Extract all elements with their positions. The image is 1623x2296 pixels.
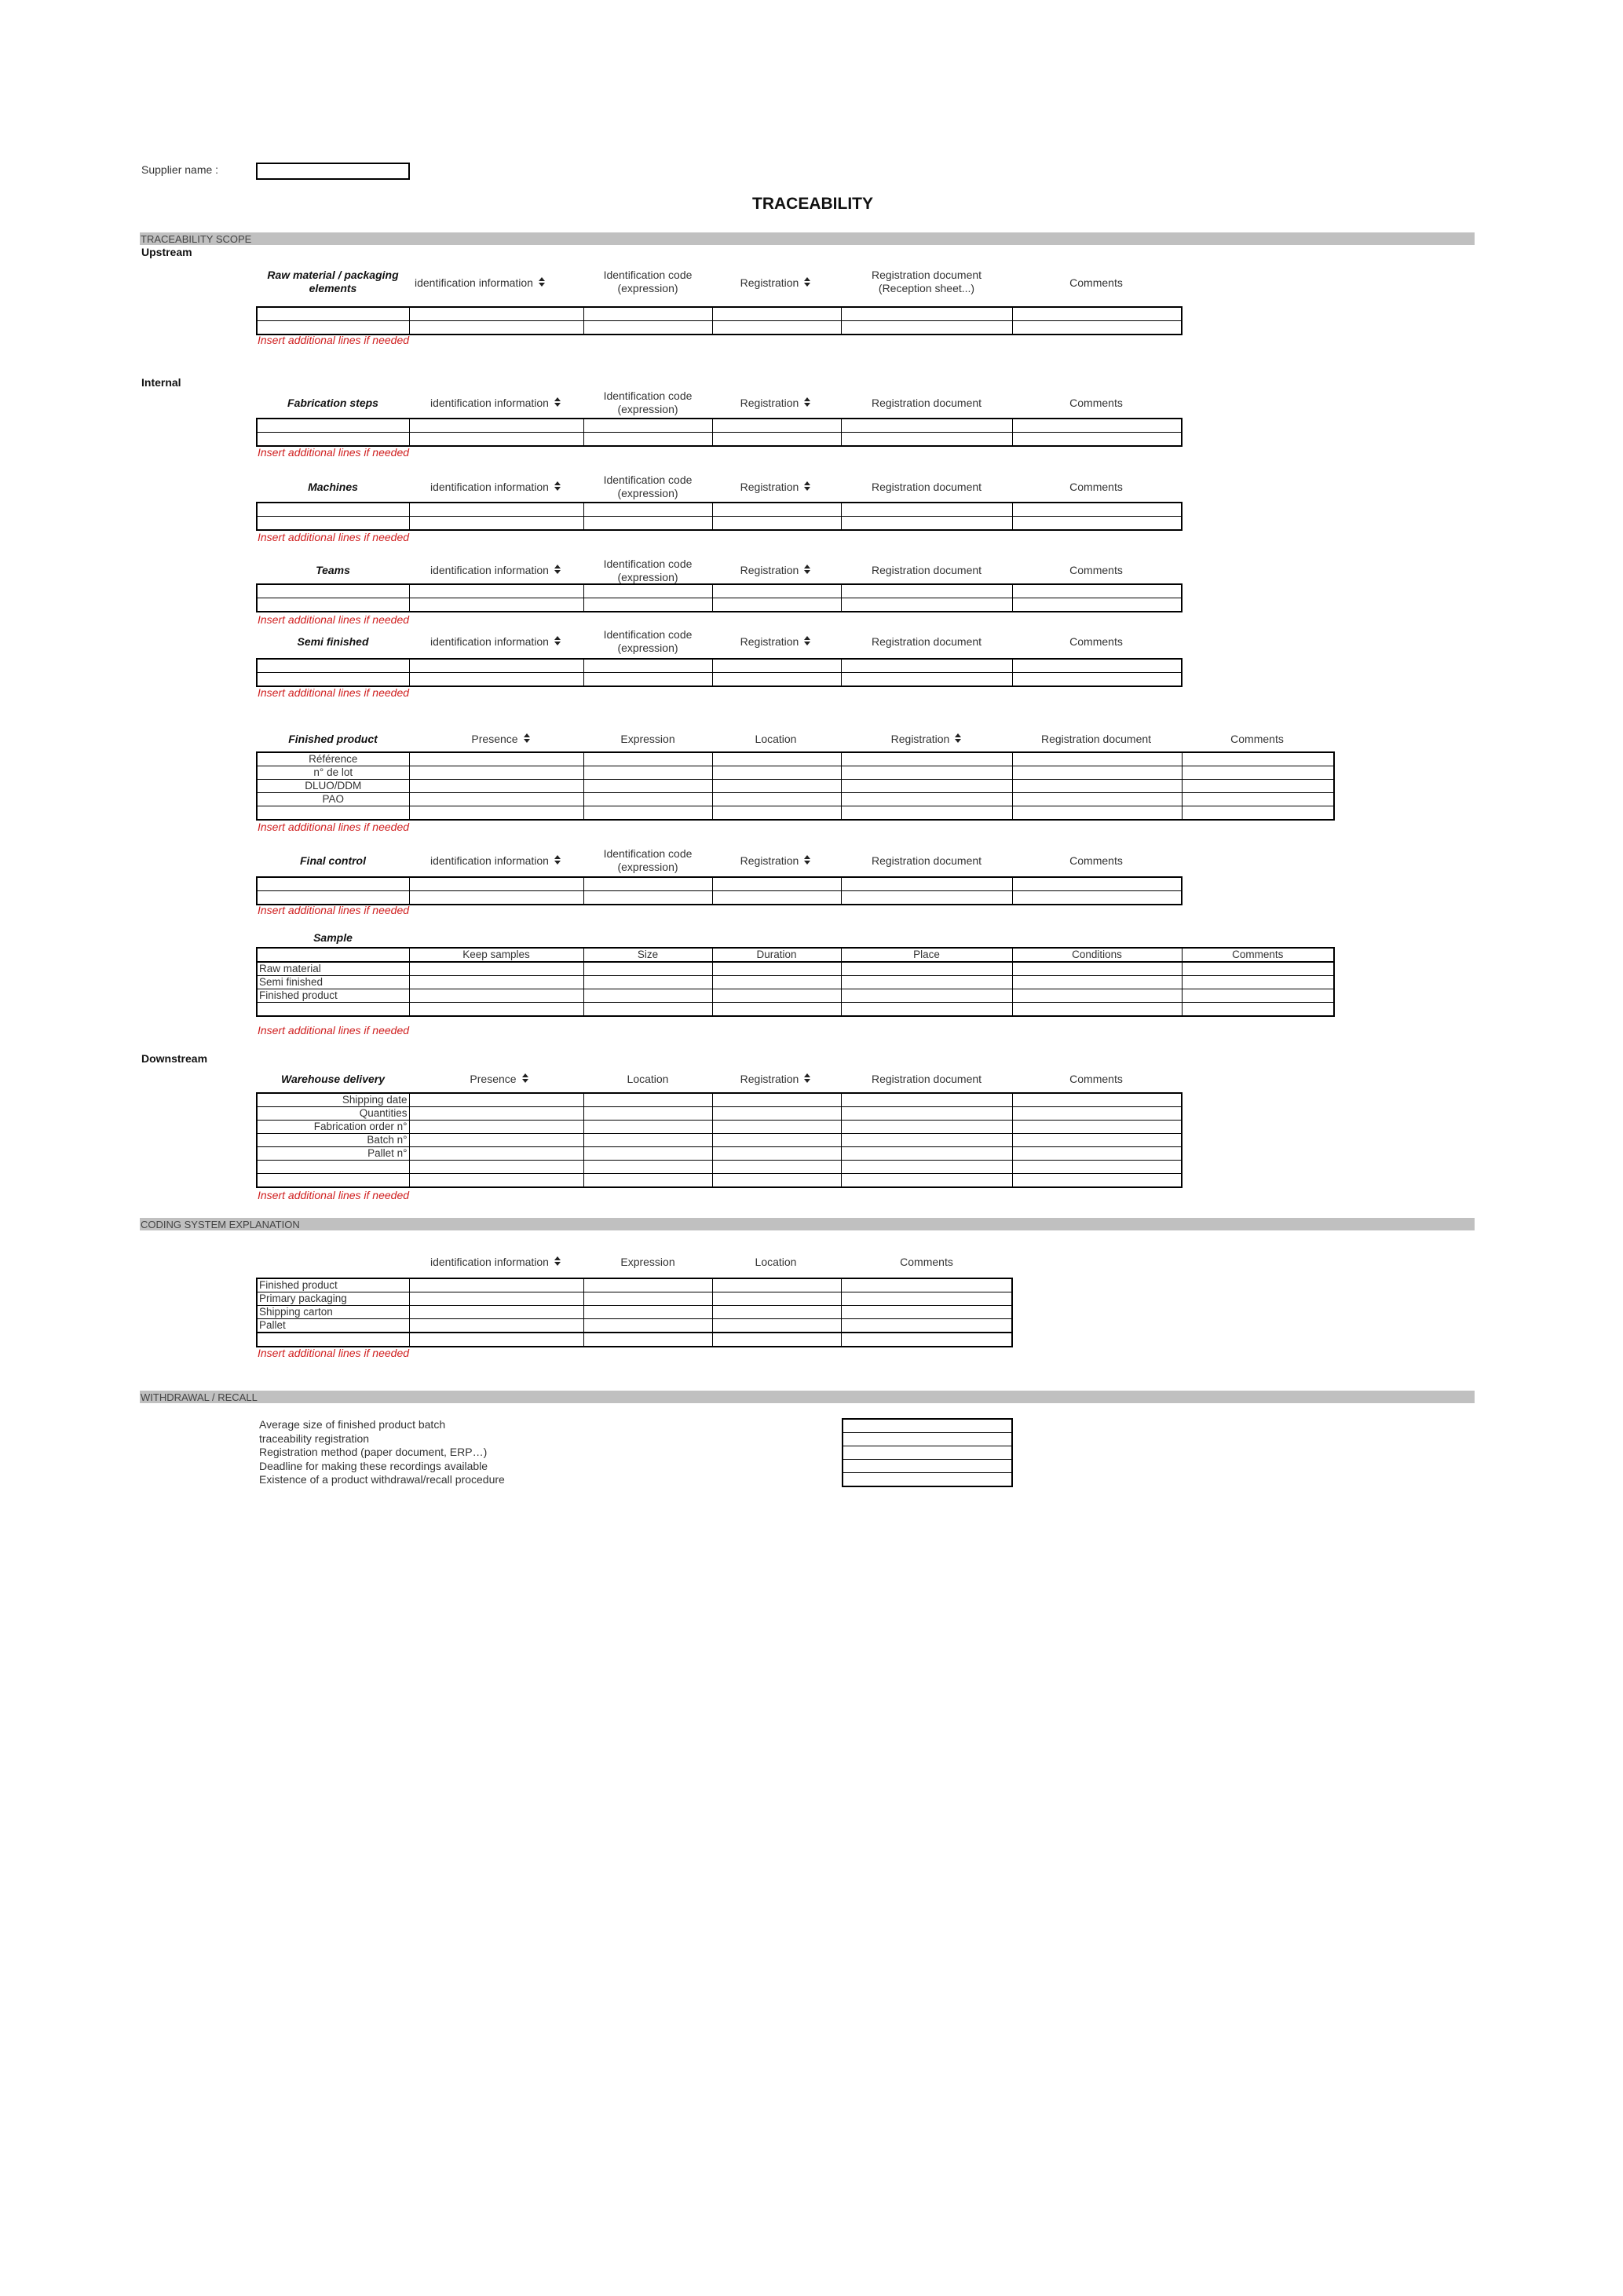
table-row [257, 1147, 1182, 1161]
col-comments: Comments [1069, 564, 1123, 576]
question-label: Existence of a product withdrawal/recall procedure [259, 1473, 505, 1486]
col-ident-info: identification information [430, 481, 561, 495]
table-header-row [257, 948, 1334, 962]
col-ident-code: Identification code (expression) [603, 389, 693, 415]
col-reg-document: Registration document [871, 481, 982, 493]
row-label: Shipping carton [257, 1306, 409, 1319]
row-label: Pallet [257, 1319, 409, 1333]
col-comments: Comments [1069, 397, 1123, 409]
insert-note: Insert additional lines if needed [258, 334, 410, 346]
col-reg-document: Registration document [871, 854, 982, 867]
table-row [843, 1433, 1012, 1446]
traceability-scope-bar [140, 232, 1475, 245]
table-row [257, 891, 1182, 905]
answer-field[interactable] [843, 1460, 1012, 1473]
coding-system-heading: CODING SYSTEM EXPLANATION [141, 1219, 300, 1230]
col-size: Size [583, 948, 712, 962]
sort-updown-icon[interactable] [954, 733, 962, 747]
table-row [843, 1460, 1012, 1473]
table-row [257, 433, 1182, 447]
question-label: Registration method (paper document, ERP…) [259, 1446, 488, 1458]
col-reg-document: Registration document [871, 564, 982, 576]
col-ident-code: Identification code (expression) [603, 473, 693, 499]
insert-note: Insert additional lines if needed [258, 446, 410, 459]
insert-note: Insert additional lines if needed [258, 1347, 410, 1359]
insert-note: Insert additional lines if needed [258, 686, 410, 699]
col-ident-info: identification information [430, 397, 561, 411]
col-registration: Registration [711, 276, 840, 291]
table-row [257, 1319, 1012, 1333]
withdrawal-recall-heading: WITHDRAWAL / RECALL [141, 1391, 258, 1403]
col-comments: Comments [1069, 854, 1123, 867]
col-comments: Comments [1182, 948, 1334, 962]
col-ident-code: Identification code (expression) [603, 628, 693, 654]
table-row [257, 1093, 1182, 1107]
sort-updown-icon[interactable] [803, 481, 811, 495]
sort-updown-icon[interactable] [521, 1073, 529, 1087]
sort-updown-icon[interactable] [803, 276, 811, 291]
table-row [257, 1003, 1334, 1017]
sort-updown-icon[interactable] [554, 564, 561, 578]
coding-system-table [256, 1278, 1013, 1347]
col-registration: Registration [711, 854, 840, 868]
answer-field[interactable] [843, 1446, 1012, 1460]
sort-updown-icon[interactable] [803, 1073, 811, 1087]
answer-field[interactable] [843, 1433, 1012, 1446]
final-control-heading: Final control [300, 854, 366, 867]
insert-note: Insert additional lines if needed [258, 1189, 410, 1201]
internal-heading: Internal [141, 376, 181, 389]
table-row [257, 806, 1334, 821]
col-ident-info: identification information [430, 854, 561, 868]
col-keep-samples: Keep samples [409, 948, 583, 962]
table-row [257, 1121, 1182, 1134]
sort-updown-icon[interactable] [554, 854, 561, 868]
sample-table [256, 947, 1335, 1017]
col-presence: Presence [416, 733, 586, 747]
table-row [257, 598, 1182, 612]
col-location: Location [755, 1256, 797, 1268]
table-row [843, 1419, 1012, 1433]
question-label: Deadline for making these recordings available [259, 1459, 488, 1472]
raw-material-heading: Raw material / packaging elements [267, 269, 399, 294]
table-row [257, 766, 1334, 780]
col-ident-info: identification information [430, 1256, 561, 1270]
table-row [257, 584, 1182, 598]
upstream-heading: Upstream [141, 246, 192, 258]
col-conditions: Conditions [1012, 948, 1182, 962]
supplier-name-field[interactable] [256, 163, 410, 180]
row-label: Finished product [257, 1278, 409, 1292]
col-comments: Comments [900, 1256, 953, 1268]
sort-updown-icon[interactable] [803, 635, 811, 649]
col-registration: Registration [711, 564, 840, 578]
row-label: Primary packaging [257, 1292, 409, 1306]
answer-field[interactable] [843, 1419, 1012, 1433]
table-row [257, 517, 1182, 531]
supplier-name-label: Supplier name : [141, 163, 219, 176]
row-label: Pallet n° [257, 1147, 409, 1161]
col-registration: Registration [711, 1073, 840, 1087]
col-registration: Registration [711, 397, 840, 411]
sort-updown-icon[interactable] [554, 635, 561, 649]
row-label: Raw material [257, 962, 409, 976]
col-ident-info: identification information [430, 635, 561, 649]
col-ident-info: identification information [430, 564, 561, 578]
warehouse-delivery-heading: Warehouse delivery [280, 1073, 386, 1085]
col-reg-document: Registration document [871, 397, 982, 409]
table-row [257, 1161, 1182, 1174]
table-row [257, 989, 1334, 1003]
withdrawal-questions [259, 1418, 505, 1487]
row-label: n° de lot [257, 766, 409, 780]
col-comments: Comments [1069, 635, 1123, 648]
insert-note: Insert additional lines if needed [258, 531, 410, 543]
table-row [257, 752, 1334, 766]
semi-finished-table [256, 658, 1183, 687]
machines-table [256, 502, 1183, 531]
finished-product-heading: Finished product [288, 733, 378, 745]
col-comments: Comments [1230, 733, 1284, 745]
final-control-table [256, 876, 1183, 905]
table-row [257, 877, 1182, 891]
col-ident-code: Identification code (expression) [603, 558, 693, 583]
page-title: TRACEABILITY [752, 195, 873, 213]
withdrawal-answers-table [842, 1418, 1013, 1487]
question-label: Average size of finished product batch [259, 1418, 446, 1431]
col-comments: Comments [1069, 276, 1123, 289]
sort-updown-icon[interactable] [538, 276, 546, 291]
table-row [843, 1446, 1012, 1460]
sample-heading: Sample [313, 931, 353, 944]
sort-updown-icon[interactable] [803, 564, 811, 578]
col-ident-code: Identification code (expression) [603, 847, 693, 873]
coding-system-bar [140, 1218, 1475, 1230]
sort-updown-icon[interactable] [554, 1256, 561, 1270]
semi-finished-heading: Semi finished [297, 635, 369, 648]
warehouse-delivery-table [256, 1092, 1183, 1188]
sort-updown-icon[interactable] [803, 397, 811, 411]
insert-note: Insert additional lines if needed [258, 904, 410, 916]
col-location: Location [627, 1073, 669, 1085]
teams-heading: Teams [316, 564, 350, 576]
table-row [257, 321, 1182, 335]
table-row [257, 1278, 1012, 1292]
table-row [257, 962, 1334, 976]
table-row [257, 1333, 1012, 1347]
table-row [257, 503, 1182, 517]
row-label: Shipping date [257, 1093, 409, 1107]
withdrawal-recall-bar [140, 1391, 1475, 1403]
row-label: Batch n° [257, 1134, 409, 1147]
raw-material-table [256, 306, 1183, 335]
question-label: traceability registration [259, 1431, 370, 1445]
table-row [257, 780, 1334, 793]
col-registration: Registration [711, 635, 840, 649]
downstream-heading: Downstream [141, 1052, 208, 1065]
teams-table [256, 583, 1183, 612]
col-registration: Registration [842, 733, 1011, 747]
table-row [257, 1174, 1182, 1188]
col-expression: Expression [620, 1256, 675, 1268]
fabrication-steps-table [256, 418, 1183, 447]
table-row [257, 307, 1182, 321]
row-label: Quantities [257, 1107, 409, 1121]
col-reg-document: Registration document [1040, 733, 1152, 745]
machines-heading: Machines [308, 481, 358, 493]
row-label: Finished product [257, 989, 409, 1003]
row-label: Référence [257, 752, 409, 766]
finished-product-table [256, 751, 1335, 821]
col-registration: Registration [711, 481, 840, 495]
insert-note: Insert additional lines if needed [258, 613, 410, 626]
col-comments: Comments [1069, 1073, 1123, 1085]
row-label: DLUO/DDM [257, 780, 409, 793]
insert-note: Insert additional lines if needed [258, 821, 410, 833]
table-row [257, 1134, 1182, 1147]
table-row [843, 1473, 1012, 1487]
col-ident-info: identification information [415, 276, 546, 291]
col-location: Location [755, 733, 797, 745]
table-row [257, 793, 1334, 806]
col-reg-document: Registration document (Reception sheet...) [871, 269, 982, 294]
col-ident-code: Identification code (expression) [603, 269, 693, 294]
sort-updown-icon[interactable] [523, 733, 531, 747]
insert-note: Insert additional lines if needed [258, 1024, 410, 1036]
col-reg-document: Registration document [871, 1073, 982, 1085]
sort-updown-icon[interactable] [554, 481, 561, 495]
fabrication-steps-heading: Fabrication steps [287, 397, 378, 409]
table-row [257, 976, 1334, 989]
col-reg-document: Registration document [871, 635, 982, 648]
col-place: Place [841, 948, 1012, 962]
row-label: PAO [257, 793, 409, 806]
sort-updown-icon[interactable] [554, 397, 561, 411]
table-row [257, 1292, 1012, 1306]
table-row [257, 1107, 1182, 1121]
table-row [257, 419, 1182, 433]
row-label: Semi finished [257, 976, 409, 989]
answer-field[interactable] [843, 1473, 1012, 1487]
traceability-scope-heading: TRACEABILITY SCOPE [141, 233, 252, 245]
col-presence: Presence [415, 1073, 584, 1087]
col-comments: Comments [1069, 481, 1123, 493]
col-expression: Expression [620, 733, 675, 745]
sort-updown-icon[interactable] [803, 854, 811, 868]
table-row [257, 1306, 1012, 1319]
table-row [257, 673, 1182, 687]
row-label: Fabrication order n° [257, 1121, 409, 1134]
table-row [257, 659, 1182, 673]
col-duration: Duration [712, 948, 841, 962]
